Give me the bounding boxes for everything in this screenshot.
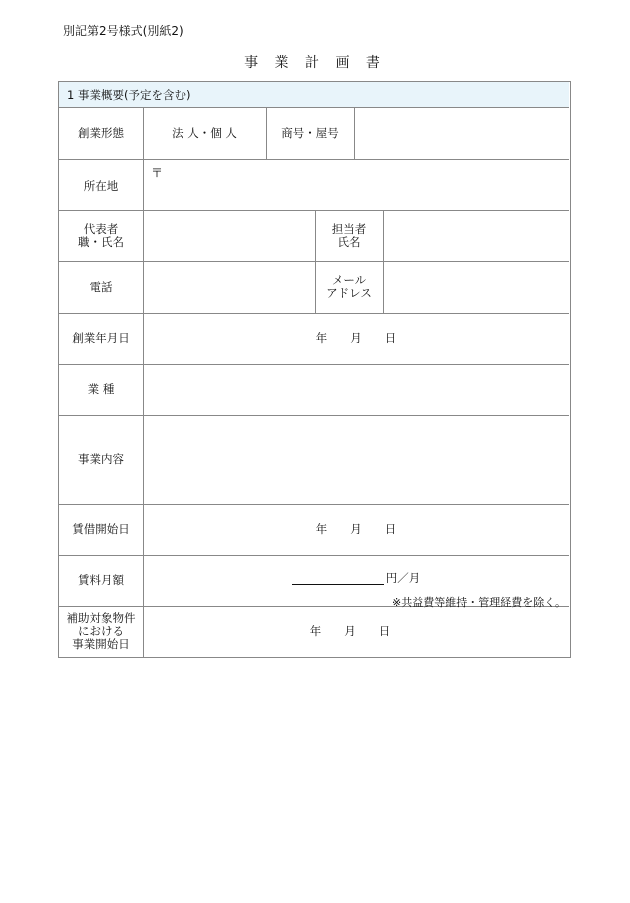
lease-start-field[interactable]: 年 月 日	[315, 522, 397, 536]
phone-field[interactable]	[143, 261, 315, 313]
rent-amount-input[interactable]	[292, 572, 384, 585]
label-phone: 電話	[89, 279, 113, 294]
business-form-option[interactable]: 法 人・個 人	[172, 126, 237, 140]
section-header	[59, 82, 569, 108]
label-industry: 業 種	[87, 382, 115, 396]
label-trade-name: 商号・屋号	[281, 126, 339, 140]
label-lease-start: 賃借開始日	[72, 522, 130, 536]
business-plan-table	[58, 81, 571, 658]
rent-unit: 円／月	[385, 571, 421, 585]
form-number: 別記第2号様式(別紙2)	[63, 24, 184, 38]
rent-note: ※共益費等維持・管理経費を除く。	[392, 596, 566, 609]
section-title: 1 事業概要(予定を含む)	[67, 87, 191, 102]
label-address: 所在地	[83, 179, 119, 193]
label-contact-person: 担当者 氏名	[331, 221, 367, 249]
address-field[interactable]	[143, 159, 569, 210]
label-founding-date: 創業年月日	[72, 331, 130, 345]
industry-field[interactable]	[143, 364, 569, 415]
label-monthly-rent: 賃料月額	[78, 573, 124, 587]
label-subsidy-start: 補助対象物件 における 事業開始日	[66, 611, 136, 651]
founding-date-field[interactable]: 年 月 日	[315, 331, 397, 345]
label-business-form: 創業形態	[78, 126, 124, 140]
label-email: メール アドレス	[326, 273, 372, 300]
representative-field[interactable]	[143, 210, 315, 261]
email-field[interactable]	[383, 261, 569, 313]
contact-person-field[interactable]	[383, 210, 569, 261]
trade-name-field[interactable]	[354, 108, 569, 159]
document-title: 事 業 計 画 書	[244, 55, 386, 71]
business-content-field[interactable]	[143, 415, 569, 504]
label-representative: 代表者 職・氏名	[78, 221, 124, 249]
label-business-content: 事業内容	[78, 452, 124, 466]
postal-mark: 〒	[151, 166, 164, 180]
subsidy-start-field[interactable]: 年 月 日	[309, 624, 391, 638]
